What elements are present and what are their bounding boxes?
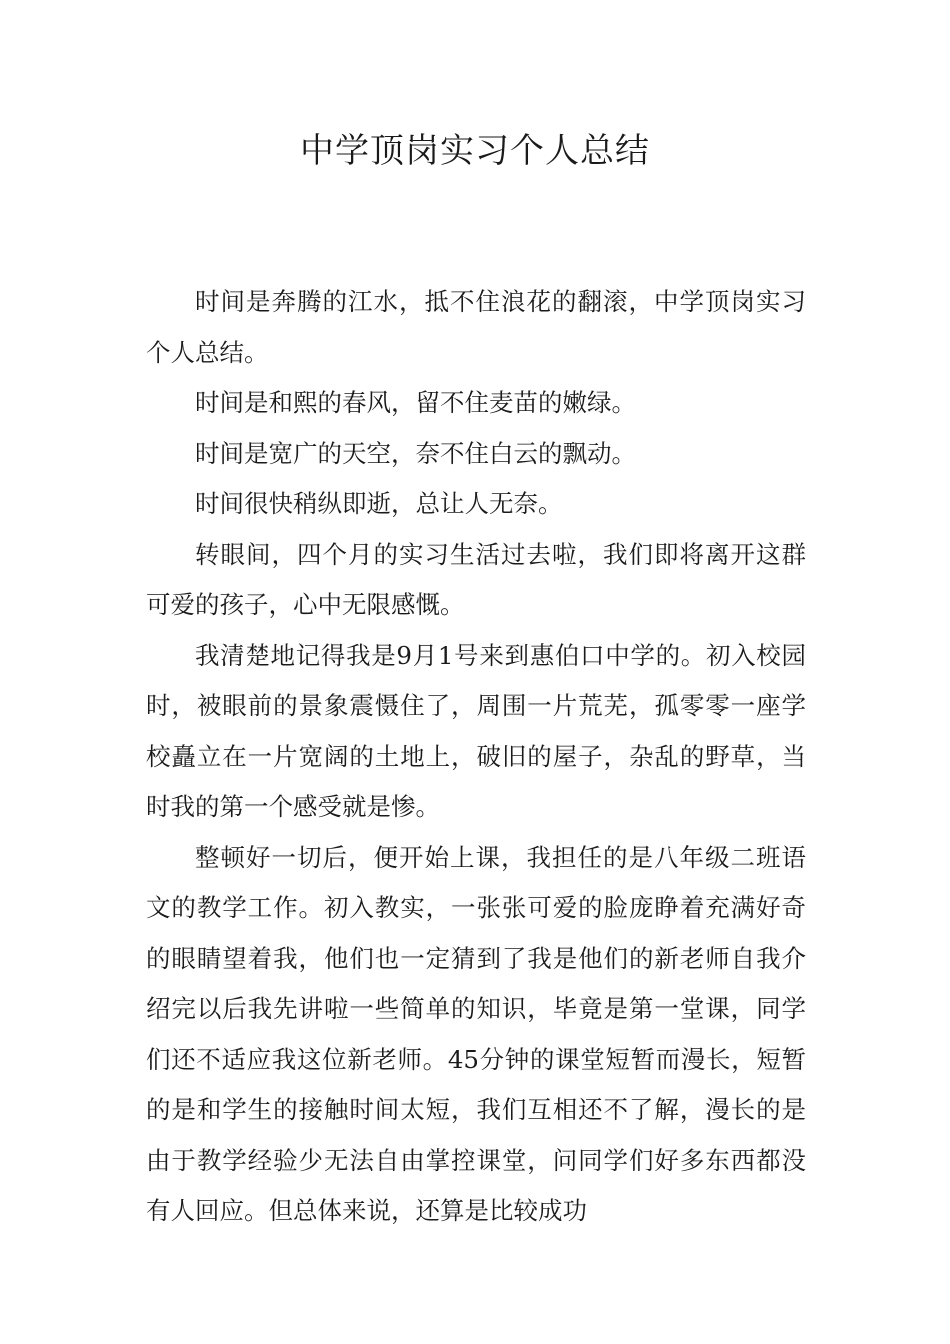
paragraph: 时间是奔腾的江水，抵不住浪花的翻滚，中学顶岗实习个人总结。: [146, 287, 806, 367]
document-body: [146, 277, 806, 1237]
paragraph: 时间是宽广的天空，奈不住白云的飘动。: [195, 438, 636, 468]
paragraph: 整顿好一切后，便开始上课，我担任的是八年级二班语文的教学工作。初入教实，一张张可爱的脸庞睁着充满好奇的眼睛望着我，他们也一定猜到了我是他们的新老师自我介绍完以后我先讲啦一些简单的知识，毕竟是第一堂课，同学们还不适应我这位新老师。45分钟的课堂短暂而漫长，短暂的是和学生的接触时间太短，我们互相还不了解，漫长的是由于教学经验少无法自由掌控课堂，问同学们好多东西都没有人回应。但总体来说，还算是比较成功: [146, 842, 806, 1225]
paragraph: 时间是和熙的春风，留不住麦苗的嫩绿。: [195, 388, 636, 417]
paragraph: 时间很快稍纵即逝，总让人无奈。: [195, 489, 563, 518]
paragraph: 转眼间，四个月的实习生活过去啦，我们即将离开这群可爱的孩子，心中无限感慨。: [146, 539, 806, 619]
document-title: 中学顶岗实习个人总结: [300, 131, 650, 171]
paragraph: 我清楚地记得我是9月1号来到惠伯口中学的。初入校园时，被眼前的景象震慑住了，周围一片荒芜，孤零零一座学校矗立在一片宽阔的土地上，破旧的屋子，杂乱的野草，当时我的第一个感受就是惨。: [146, 640, 806, 821]
